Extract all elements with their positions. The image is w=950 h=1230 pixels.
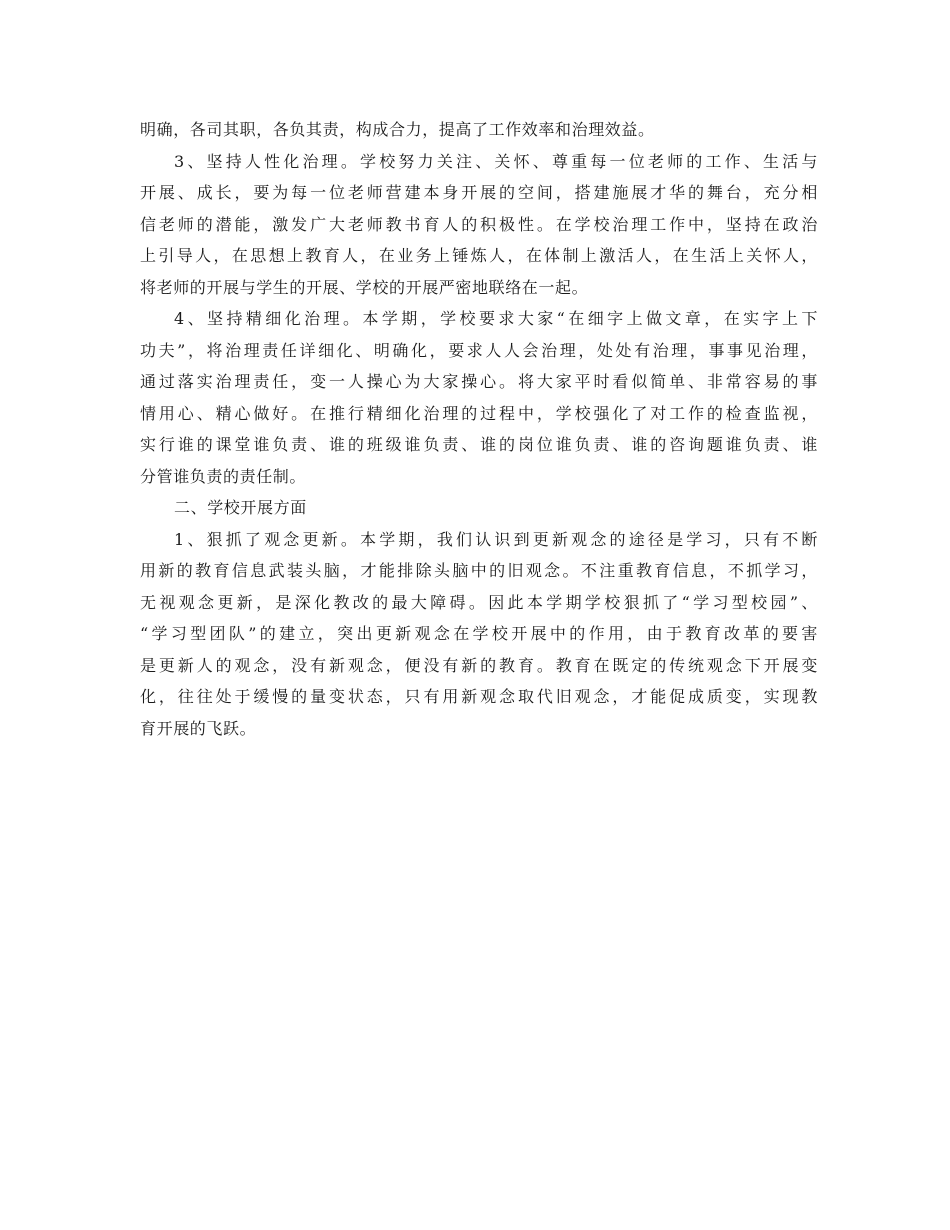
text-line: 分管谁负责的责任制。 xyxy=(140,466,307,486)
text-line: 用新的教育信息武装头脑，才能排除头脑中的旧观念。不注重教育信息，不抓学习， xyxy=(140,561,818,580)
paragraph-line: 1、狠抓了观念更新。本学期，我们认识到更新观念的途径是学习，只有不断 xyxy=(174,529,818,549)
text-line: 明确，各司其职，各负其责，构成合力，提高了工作效率和治理效益。 xyxy=(140,120,655,139)
text-line: 情用心、精心做好。在推行精细化治理的过程中，学校强化了对工作的检查监视， xyxy=(140,403,818,423)
text-line: 实行谁的课堂谁负责、谁的班级谁负责、谁的岗位谁负责、谁的咨询题谁负责、谁 xyxy=(140,435,818,454)
section-heading: 二、学校开展方面 xyxy=(174,498,307,517)
text-line: 化，往往处于缓慢的量变状态，只有用新观念取代旧观念，才能促成质变，实现教 xyxy=(140,687,818,706)
text-line: “学习型团队”的建立，突出更新观念在学校开展中的作用，由于教育改革的要害 xyxy=(140,624,818,643)
text-line: 开展、成长，要为每一位老师营建本身开展的空间，搭建施展才华的舞台，充分相 xyxy=(140,183,818,202)
text-line: 上引导人，在思想上教育人，在业务上锤炼人，在体制上激活人，在生活上关怀人， xyxy=(140,246,818,265)
document-body xyxy=(140,114,818,744)
text-line: 是更新人的观念，没有新观念，便没有新的教育。教育在既定的传统观念下开展变 xyxy=(140,655,818,675)
text-line: 将老师的开展与学生的开展、学校的开展严密地联络在一起。 xyxy=(140,277,589,297)
paragraph-line: 4、坚持精细化治理。本学期，学校要求大家“在细字上做文章，在实字上下 xyxy=(174,309,818,328)
text-line: 无视观念更新，是深化教改的最大障碍。因此本学期学校狠抓了“学习型校园”、 xyxy=(140,592,818,612)
text-line: 通过落实治理责任，变一人操心为大家操心。将大家平时看似简单、非常容易的事 xyxy=(140,372,818,391)
text-line: 育开展的飞跃。 xyxy=(140,718,257,738)
paragraph-line: 3、坚持人性化治理。学校努力关注、关怀、尊重每一位老师的工作、生活与 xyxy=(174,151,818,171)
text-line: 功夫”，将治理责任详细化、明确化，要求人人会治理，处处有治理，事事见治理， xyxy=(140,340,818,360)
text-line: 信老师的潜能，激发广大老师教书育人的积极性。在学校治理工作中，坚持在政治 xyxy=(140,214,818,234)
